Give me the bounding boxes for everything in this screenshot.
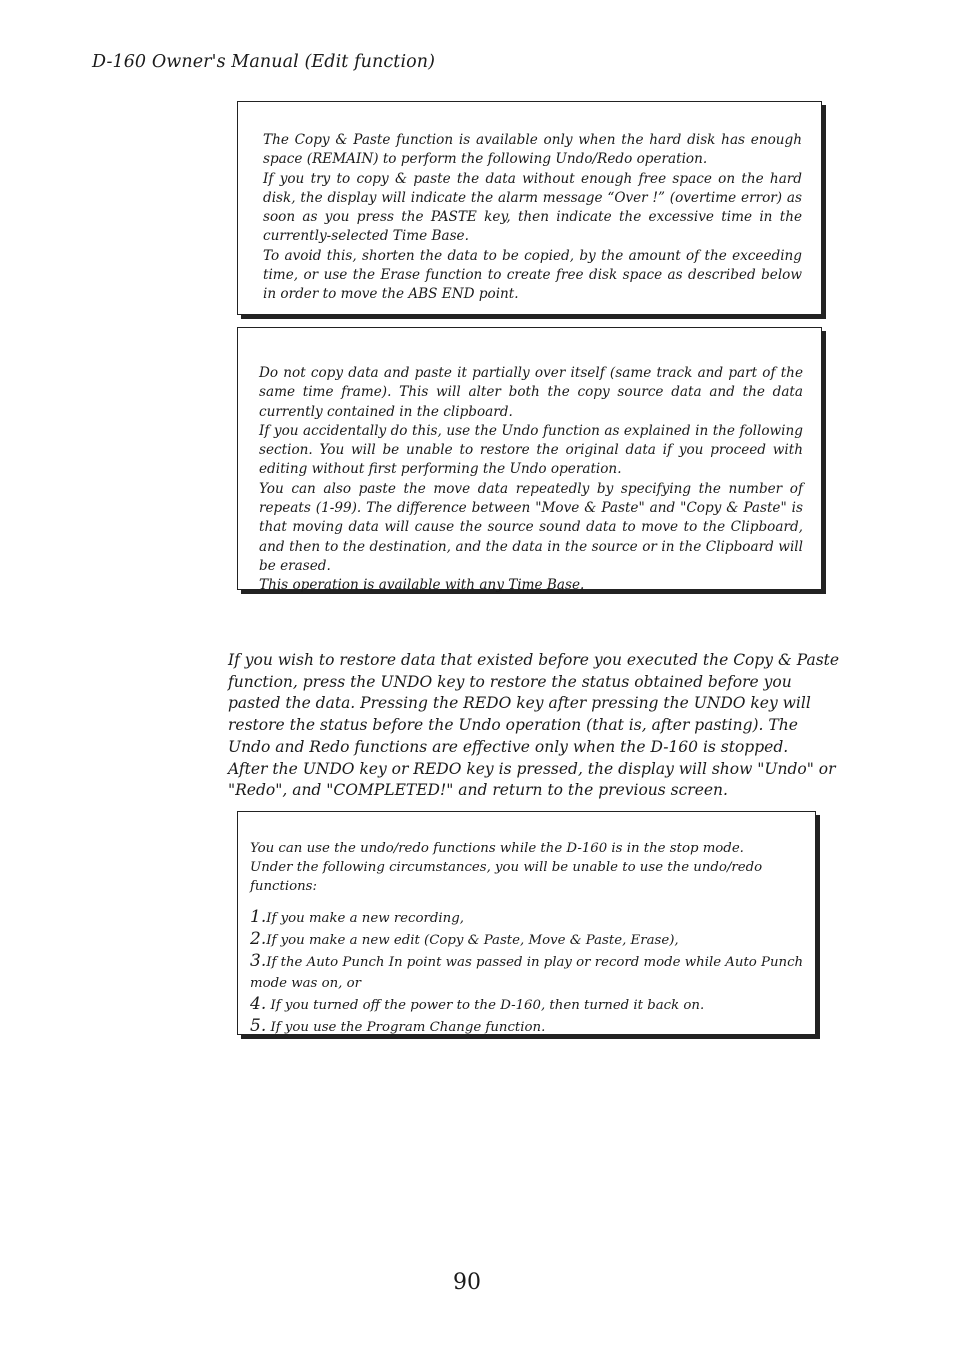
body-paragraph: If you wish to restore data that existed before you executed the Copy & Paste function, press the UNDO key to restore the status obtained before you pasted the data. Pressing the REDO key after pressing the UNDO key will restore the status before the Undo operation (that is, after pasting). The Undo and Redo functions are effective only when the D-160 is stopped.: [228, 651, 840, 756]
undo-redo-body-text: [228, 650, 844, 802]
list-item: [250, 994, 805, 1016]
note-paragraph: Do not copy data and paste it partially over itself (same track and part of the same time frame). This will alter both the copy source data and the data currently contained in the clipboard.: [259, 365, 803, 420]
list-item-text: If you turned off the power to the D-160, then turned it back on.: [266, 997, 705, 1013]
list-item: [250, 929, 805, 951]
list-item-number: 1.: [250, 906, 267, 927]
list-item: [250, 907, 805, 929]
body-paragraph: After the UNDO key or REDO key is pressed, the display will show "Undo" or "Redo", and "COMPLETED!" and return to the previous screen.: [228, 759, 836, 800]
list-item-number: 5.: [250, 1015, 267, 1036]
note-intro: Under the following circumstances, you will be unable to use the undo/redo functions:: [250, 860, 763, 895]
list-item-number: 2.: [250, 928, 267, 949]
note-paragraph: This operation is available with any Time Base.: [259, 577, 585, 594]
note-paragraph: To avoid this, shorten the data to be copied, by the amount of the exceeding time, or use the Erase function to create free disk space as described below in order to move the ABS END point.: [263, 247, 802, 303]
condition-list: [250, 907, 805, 1038]
note-box-paste-over-itself: [237, 327, 822, 594]
note-paragraph: If you accidentally do this, use the Undo function as explained in the following section. You will be unable to restore the original data if you proceed with editing without first performing the Undo operation.: [259, 422, 803, 478]
page-number: 90: [453, 1270, 481, 1295]
list-item-text: If you use the Program Change function.: [266, 1019, 546, 1035]
list-item: [250, 1016, 805, 1038]
list-item-number: 4.: [250, 993, 267, 1014]
note-intro: You can use the undo/redo functions while the D-160 is in the stop mode.: [250, 841, 744, 856]
list-item-text: If the Auto Punch In point was passed in play or record mode while Auto Punch mode was on, or: [250, 954, 804, 991]
list-item-number: 3.: [250, 950, 267, 971]
running-header: D-160 Owner's Manual (Edit function): [92, 52, 436, 72]
list-item-text: If you make a new edit (Copy & Paste, Move & Paste, Erase),: [266, 932, 679, 948]
list-item-text: If you make a new recording,: [266, 910, 464, 926]
note-paragraph: If you try to copy & paste the data without enough free space on the hard disk, the display will indicate the alarm message “Over !” (overtime error) as soon as you press the PASTE key, then indicate the excessive time in the currently-selected Time Base.: [263, 170, 802, 245]
note-box-undo-redo-limits: [237, 811, 816, 1035]
note-box-copy-paste-space: [237, 101, 822, 315]
note-paragraph: The Copy & Paste function is available only when the hard disk has enough space (REMAIN) to perform the following Undo/Redo operation.: [263, 132, 802, 168]
list-item: [250, 951, 805, 994]
note-paragraph: You can also paste the move data repeatedly by specifying the number of repeats (1-99). The difference between "Move & Paste" and "Copy & Paste" is that moving data will cause the source sound data to move to the Clipboard, and then to the destination, and the data in the source or in the Clipboard will be erased.: [259, 480, 803, 574]
